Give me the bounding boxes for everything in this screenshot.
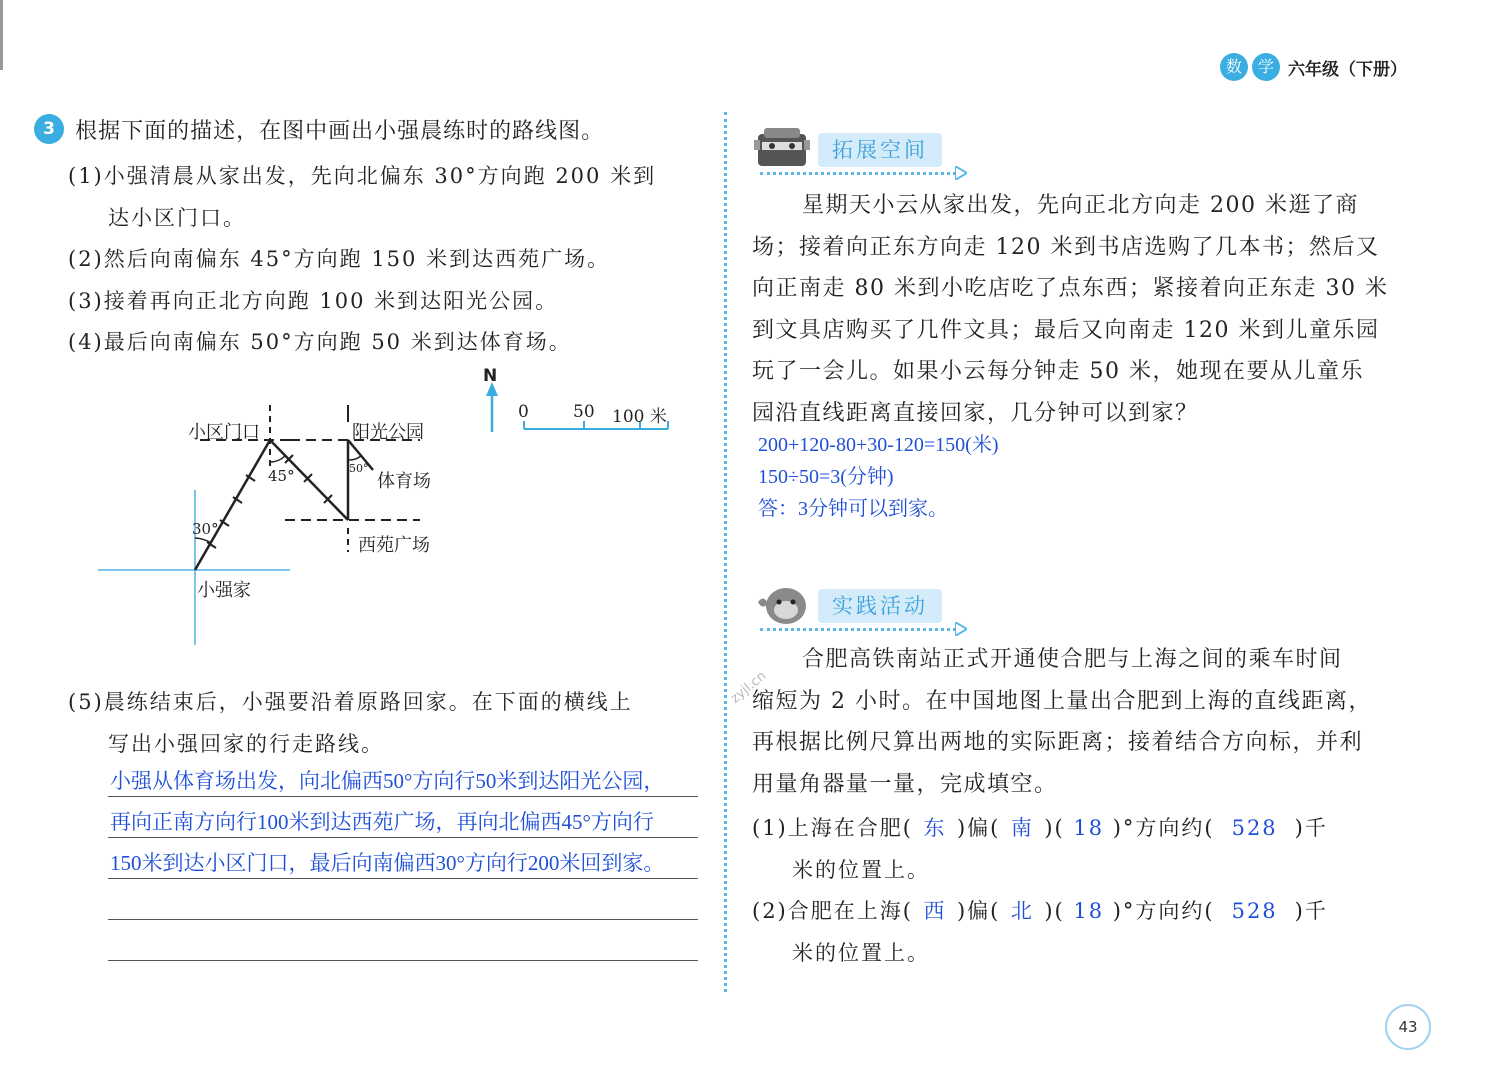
seal-icon xyxy=(752,580,812,628)
expand-line-4: 到文具店购买了几件文具；最后又向南走 120 米到儿童乐园 xyxy=(752,317,1380,343)
angle-50-label: 50° xyxy=(349,462,369,475)
column-divider xyxy=(724,112,727,992)
subject-badge-2: 学 xyxy=(1252,53,1280,81)
section-underline-practice xyxy=(760,628,956,631)
angle-45-arc xyxy=(270,456,285,462)
practice-line-1: 合肥高铁南站正式开通使合肥与上海之间的乘车时间 xyxy=(802,647,1343,672)
section-underline-expand xyxy=(760,172,956,175)
park-label: 阳光公园 xyxy=(352,422,424,443)
writing-line-5 xyxy=(108,960,698,961)
page-number: 43 xyxy=(1385,1004,1431,1050)
binding-edge xyxy=(0,0,3,70)
answer-line-1: 小强从体育场出发，向北偏西50°方向行50米到达阳光公园， xyxy=(110,769,665,793)
q1-blank-angle: 18 xyxy=(1073,816,1105,840)
q3-item-5: (5)晨练结束后，小强要沿着原路回家。在下面的横线上 xyxy=(68,690,633,714)
q3-item-2: (2)然后向南偏东 45°方向跑 150 米到达西苑广场。 xyxy=(68,247,611,271)
q2-blank-direction-1: 西 xyxy=(923,899,947,923)
writing-line-1 xyxy=(108,796,698,797)
q1-blank-distance: 528 xyxy=(1231,816,1278,840)
q3-item-5-cont: 写出小强回家的行走路线。 xyxy=(108,732,384,756)
angle-45-label: 45° xyxy=(268,467,295,485)
square-label: 西苑广场 xyxy=(358,535,430,556)
practice-q2: (2)合肥在上海( 西 )偏( 北 )( 18 )°方向约( 528 )千 xyxy=(752,895,1328,925)
calc-line-2: 150÷50=3(分钟) xyxy=(758,466,894,488)
expand-line-1: 星期天小云从家出发，先向正北方向走 200 米逛了商 xyxy=(802,193,1359,218)
practice-paragraph xyxy=(752,639,1432,805)
question-number: 3 xyxy=(34,114,64,144)
page-header xyxy=(1220,52,1407,82)
section-title-practice: 实践活动 xyxy=(818,589,942,623)
practice-q2-cont: 米的位置上。 xyxy=(792,941,930,965)
expand-paragraph xyxy=(752,185,1432,434)
question-title: 根据下面的描述，在图中画出小强晨练时的路线图。 xyxy=(75,119,605,144)
answer-line-3: 150米到达小区门口，最后向南偏西30°方向行200米回到家。 xyxy=(110,851,665,875)
robot-icon xyxy=(752,124,812,172)
q2-blank-distance: 528 xyxy=(1231,899,1278,923)
angle-30-arc xyxy=(195,538,211,543)
expand-line-2: 场；接着向正东方向走 120 米到书店选购了几本书；然后又 xyxy=(752,234,1380,260)
arrow-right-icon xyxy=(955,166,967,180)
grade-label: 六年级（下册） xyxy=(1288,59,1407,80)
scale-label-100: 100 米 xyxy=(612,407,667,427)
practice-q1-cont: 米的位置上。 xyxy=(792,858,930,882)
question-3 xyxy=(34,114,604,145)
writing-line-4 xyxy=(108,919,698,920)
q1-blank-direction-1: 东 xyxy=(923,816,947,840)
practice-line-3: 再根据比例尺算出两地的实际距离；接着结合方向标，并利 xyxy=(752,730,1364,755)
stadium-label: 体育场 xyxy=(377,471,431,492)
q3-item-4: (4)最后向南偏东 50°方向跑 50 米到达体育场。 xyxy=(68,330,572,354)
expand-line-6: 园沿直线距离直接回家，几分钟可以到家？ xyxy=(752,400,1199,426)
expand-line-5: 玩了一会儿。如果小云每分钟走 50 米，她现在要从儿童乐 xyxy=(752,359,1364,384)
section-title-expand: 拓展空间 xyxy=(818,133,942,167)
watermark: zyjl.cn xyxy=(728,668,770,707)
writing-line-3 xyxy=(108,878,698,879)
q3-item-3: (3)接着再向正北方向跑 100 米到达阳光公园。 xyxy=(68,289,559,313)
section-header-expand xyxy=(818,133,942,167)
subject-badge-1: 数 xyxy=(1220,53,1248,81)
practice-q1: (1)上海在合肥( 东 )偏( 南 )( 18 )°方向约( 528 )千 xyxy=(752,812,1328,842)
arrow-right-icon-2 xyxy=(955,622,967,636)
answer-line-2: 再向正南方向行100米到达西苑广场，再向北偏西45°方向行 xyxy=(110,810,654,834)
q2-blank-angle: 18 xyxy=(1073,899,1105,923)
angle-50-arc xyxy=(348,456,361,460)
q1-blank-direction-2: 南 xyxy=(1010,816,1034,840)
calc-line-1: 200+120-80+30-120=150(米) xyxy=(758,434,999,456)
scale-label-0: 0 xyxy=(518,402,529,422)
angle-30-label: 30° xyxy=(192,520,219,538)
q3-item-1-cont: 达小区门口。 xyxy=(108,206,246,230)
north-label: N xyxy=(483,366,498,386)
scale-label-50: 50 xyxy=(573,402,595,422)
practice-line-2: 缩短为 2 小时。在中国地图上量出合肥到上海的直线距离， xyxy=(752,688,1372,714)
writing-line-2 xyxy=(108,837,698,838)
section-header-practice xyxy=(818,589,942,623)
route-home-to-gate xyxy=(195,440,270,570)
calc-answer: 答：3分钟可以到家。 xyxy=(758,498,948,520)
gate-label: 小区门口 xyxy=(188,422,260,443)
home-label: 小强家 xyxy=(197,580,251,601)
expand-line-3: 向正南走 80 米到小吃店吃了点东西；紧接着向正东走 30 米 xyxy=(752,276,1389,301)
q2-blank-direction-2: 北 xyxy=(1010,899,1034,923)
practice-line-4: 用量角器量一量，完成填空。 xyxy=(752,771,1058,797)
q3-item-1: (1)小强清晨从家出发，先向北偏东 30°方向跑 200 米到 xyxy=(68,164,657,188)
